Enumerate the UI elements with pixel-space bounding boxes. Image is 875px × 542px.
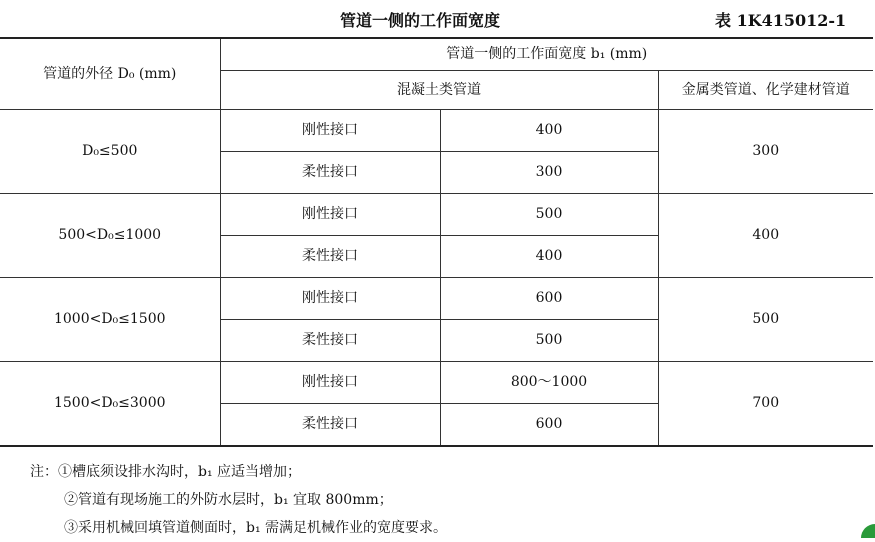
metal-value-cell: 300 bbox=[658, 110, 873, 194]
diameter-cell: 1500<D₀≤3000 bbox=[0, 362, 220, 446]
note-1: 注：①槽底须设排水沟时，b₁ 应适当增加； bbox=[30, 464, 302, 480]
corner-marker-icon bbox=[861, 524, 875, 538]
title-row bbox=[0, 8, 875, 32]
note-3: ③采用机械回填管道侧面时，b₁ 需满足机械作业的宽度要求。 bbox=[64, 520, 448, 536]
joint-type-cell: 柔性接口 bbox=[220, 236, 440, 278]
joint-type-cell: 刚性接口 bbox=[220, 110, 440, 152]
table-number: 表 1K415012-1 bbox=[715, 11, 847, 30]
width-value-cell: 400 bbox=[440, 110, 658, 152]
diameter-cell: 500<D₀≤1000 bbox=[0, 194, 220, 278]
table-title: 管道一侧的工作面宽度 bbox=[340, 11, 501, 30]
width-value-cell: 600 bbox=[440, 404, 658, 446]
joint-type-cell: 刚性接口 bbox=[220, 362, 440, 404]
metal-value-cell: 400 bbox=[658, 194, 873, 278]
header-width-group: 管道一侧的工作面宽度 b₁ (mm) bbox=[220, 38, 873, 71]
joint-type-cell: 刚性接口 bbox=[220, 194, 440, 236]
width-value-cell: 500 bbox=[440, 320, 658, 362]
header-concrete: 混凝土类管道 bbox=[220, 71, 658, 110]
joint-type-cell: 柔性接口 bbox=[220, 320, 440, 362]
metal-value-cell: 500 bbox=[658, 278, 873, 362]
joint-type-cell: 刚性接口 bbox=[220, 278, 440, 320]
metal-value-cell: 700 bbox=[658, 362, 873, 446]
width-value-cell: 400 bbox=[440, 236, 658, 278]
width-value-cell: 500 bbox=[440, 194, 658, 236]
width-value-cell: 300 bbox=[440, 152, 658, 194]
header-outer-diameter: 管道的外径 D₀ (mm) bbox=[0, 38, 220, 110]
joint-type-cell: 柔性接口 bbox=[220, 152, 440, 194]
diameter-cell: 1000<D₀≤1500 bbox=[0, 278, 220, 362]
header-metal: 金属类管道、化学建材管道 bbox=[658, 71, 873, 110]
notes bbox=[30, 458, 447, 542]
width-table bbox=[0, 37, 873, 447]
width-value-cell: 600 bbox=[440, 278, 658, 320]
diameter-cell: D₀≤500 bbox=[0, 110, 220, 194]
note-2: ②管道有现场施工的外防水层时，b₁ 宜取 800mm； bbox=[64, 492, 393, 508]
joint-type-cell: 柔性接口 bbox=[220, 404, 440, 446]
width-value-cell: 800～1000 bbox=[440, 362, 658, 404]
